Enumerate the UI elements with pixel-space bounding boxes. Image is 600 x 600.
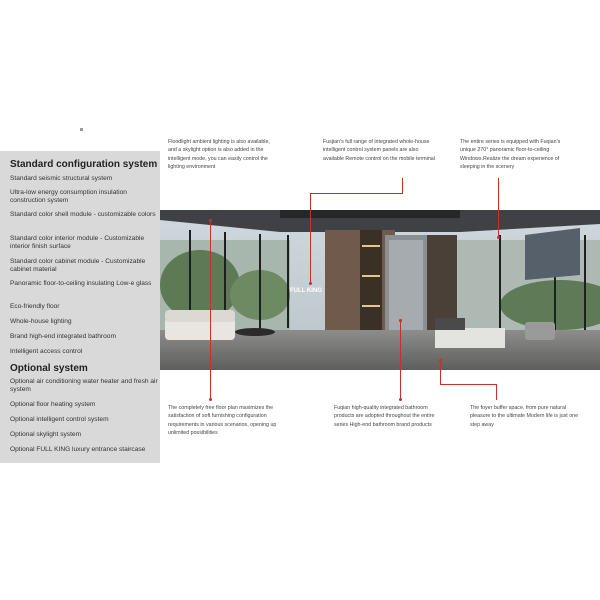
annotation-panoramic-windows: The entire series is equipped with Fuqian's unique 270° panoramic floor-to-ceiling Windows.Realize the dream experience of sleeping in the scenery <box>460 139 561 171</box>
standard-item: Eco-friendly floor <box>10 303 60 310</box>
leader-dot <box>399 319 402 322</box>
optional-item: Optional intelligent control system <box>10 416 109 423</box>
leader-line-bathroom <box>400 320 401 400</box>
decorative-mark <box>80 128 83 131</box>
standard-item: Standard seismic structural system <box>10 175 113 182</box>
leader-dot <box>497 236 500 239</box>
standard-section-title: Standard configuration system <box>10 159 158 170</box>
annotation-bathroom: Fuqian high-quality integrated bathroom products are adopted throughout the entire series High-end bathroom brand products <box>334 405 435 428</box>
standard-item: Ultra-low energy consumption insulation construction system <box>10 189 127 204</box>
leader-dot <box>209 219 212 222</box>
annotation-foyer: The foyer buffer space, from pure natural pleasure to the ultimate Modern life is just one step away <box>470 405 579 428</box>
optional-item: Optional skylight system <box>10 431 82 438</box>
interior-illustration <box>160 210 600 370</box>
leader-dot <box>439 359 442 362</box>
standard-item: Standard color interior module - Customizable interior finish surface <box>10 235 145 250</box>
leader-dot <box>399 398 402 401</box>
leader-line-lighting <box>210 220 211 400</box>
annotation-control-panel: Fusjian's full range of integrated whole-house intelligent control system panels are also available Remote control on the mobile terminal <box>323 139 435 162</box>
leader-line-foyer <box>440 360 441 384</box>
leader-dot <box>309 282 312 285</box>
standard-item: Whole-house lighting <box>10 318 72 325</box>
optional-section-title: Optional system <box>10 363 88 374</box>
leader-line-control-panel-horizontal <box>310 193 403 194</box>
standard-item: Standard color shell module - customizable colors <box>10 211 156 218</box>
leader-line-control-panel <box>310 193 311 283</box>
optional-item: Optional air conditioning water heater and fresh air system <box>10 378 158 393</box>
spec-panel <box>0 151 160 463</box>
optional-item: Optional floor heating system <box>10 401 96 408</box>
leader-line-panoramic-windows <box>498 178 499 238</box>
standard-item: Standard color cabinet module - Customizable cabinet material <box>10 258 146 273</box>
standard-item: Intelligent access control <box>10 348 83 355</box>
interior-photo <box>160 210 600 370</box>
annotation-floor-plan: The completely free floor plan maximizes the satisfaction of soft furnishing configuration requirements in various scenarios, opening up unlimited possibilities <box>168 405 277 437</box>
standard-item: Panoramic floor-to-ceiling insulating Low-e glass <box>10 280 152 287</box>
leader-line-foyer-down <box>496 384 497 400</box>
annotation-lighting: Floodlight ambient lighting is also available, and a skylight option is also added in the intelligent mode, you can easily control the lighting environment <box>168 139 270 171</box>
optional-item: Optional FULL KING luxury entrance staircase <box>10 446 146 453</box>
leader-line-foyer-horizontal <box>440 384 497 385</box>
leader-line-control-panel-top <box>402 178 403 194</box>
leader-dot <box>209 398 212 401</box>
standard-item: Brand high-end integrated bathroom <box>10 333 116 340</box>
full-king-sign: FULL KING <box>290 288 322 294</box>
